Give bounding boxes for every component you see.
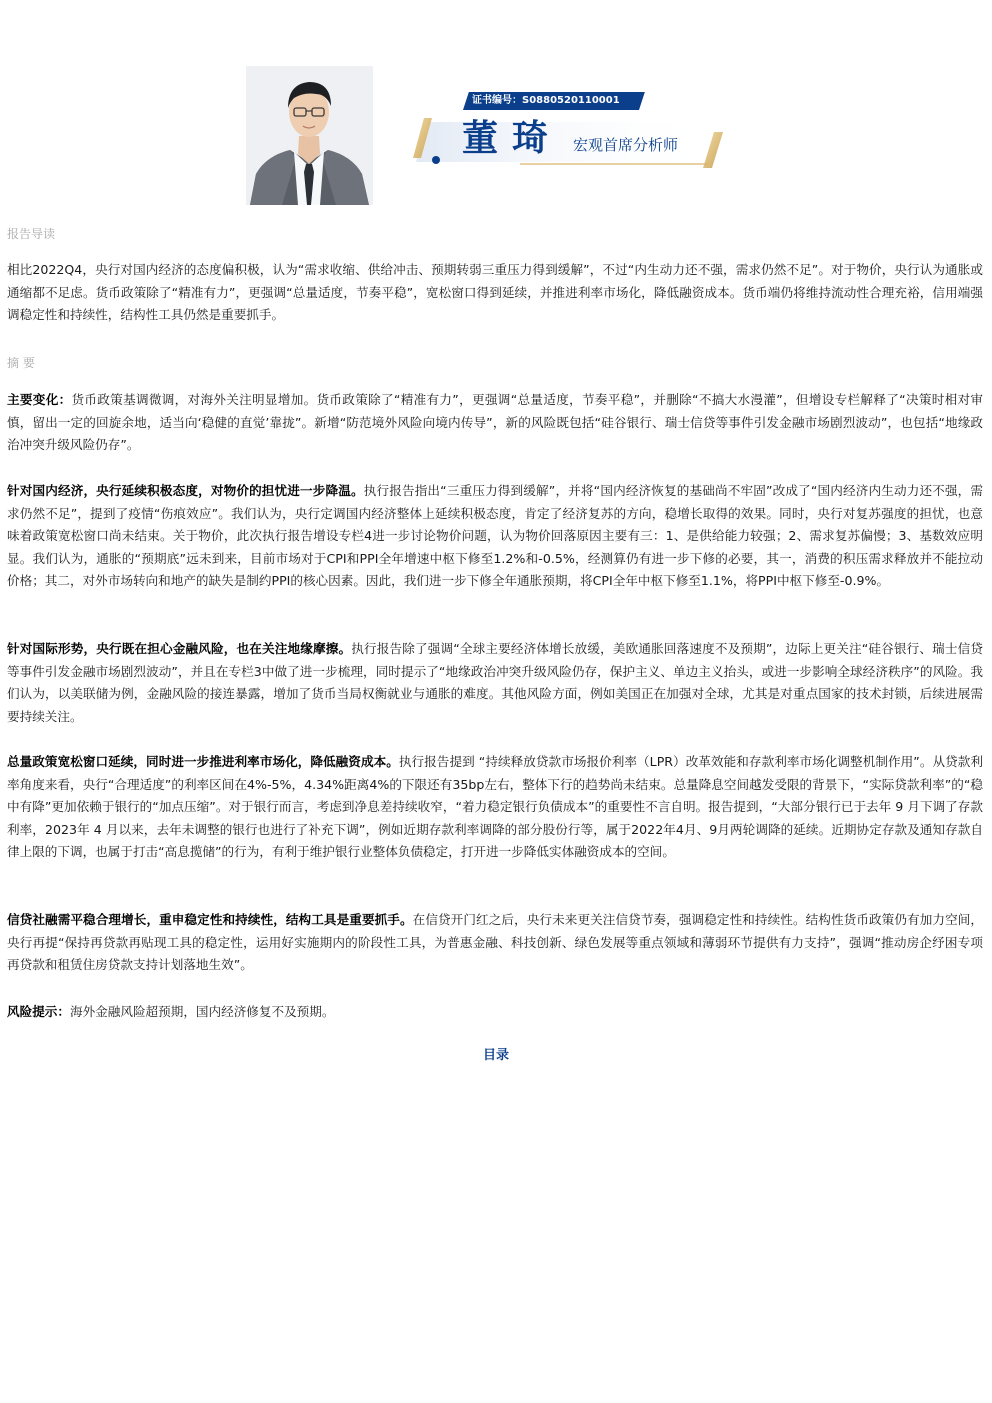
table-of-contents-link[interactable]: 目录 [482,1048,509,1063]
paragraph-body: 执行报告提到 “持续释放贷款市场报价利率（LPR）改革效能和存款利率市场化调整机制作用”。从贷款利率角度来看，央行“合理适度”的利率区间在4%-5%，4.34%距离4%的下限还有35bp左右，整体下行的趋势尚未结束。总量降息空间越发受限的背景下，“实际贷款利率”的“稳中有降”更加依赖于银行的“加点压缩”。对于银行而言，考虑到净息差持续收窄，“着力稳定银行负债成本”的重要性不言自明。报告提到，“大部分银行已于去年 9 月下调了存款利率，2023年 4 月以来，去年未调整的银行也进行了补充下调”，例如近期存款利率调降的部分股份行等，属于2022年4月、9月两轮调降的延续。近期协定存款及通知存款自律上限的下调，也属于打击“高息揽储”的行为，有利于维护银行业整体负债稳定，打开进一步降低实体融资成本的空间。 [7,754,983,860]
paragraph-lead: 主要变化： [7,392,72,407]
paragraph-body: 执行报告除了强调“全球主要经济体增长放缓，美欧通胀回落速度不及预期”，边际上更关注“硅谷银行、瑞士信贷等事件引发金融市场剧烈波动”，并且在专栏3中做了进一步梳理，同时提示了“地缘政治冲突升级风险仍存，保护主义、单边主义抬头，或进一步影响全球经济秩序”的风险。我们认为，以美联储为例，金融风险的接连暴露，增加了货币当局权衡就业与通胀的难度。其他风险方面，例如美国正在加强对全球，尤其是对重点国家的技术封锁，后续进展需要持续关注。 [7,641,983,724]
paragraph-body: 海外金融风险超预期，国内经济修复不及预期。 [69,1004,335,1019]
paragraph-body: 在信贷开门红之后，央行未来更关注信贷节奏，强调稳定性和持续性。结构性货币政策仍有加力空间，央行再提“保持再贷款再贴现工具的稳定性，运用好实施期内的阶段性工具，为普惠金融、科技创新、绿色发展等重点领域和薄弱环节提供有力支持”，强调“推动房企纾困专项再贷款和租赁住房贷款支持计划落地生效”。 [7,912,984,973]
analyst-title: 宏观首席分析师 [573,136,679,154]
paragraph-lead: 针对国际形势，央行既在担心金融风险，也在关注地缘摩擦。 [7,641,352,656]
name-card-frame [412,114,732,172]
summary-paragraph [7,389,983,457]
summary-paragraph [7,751,983,864]
analyst-header [0,0,992,215]
analyst-photo [246,66,373,205]
paragraph-lead: 信贷社融需平稳合理增长，重申稳定性和持续性，结构工具是重要抓手。 [7,912,413,927]
analyst-name: 董琦 [462,117,563,159]
paragraph-lead: 风险提示： [7,1004,70,1019]
summary-paragraph [7,1001,983,1024]
summary-paragraph [7,909,983,977]
intro-label: 报告导读 [7,227,56,241]
paragraph-lead: 针对国内经济，央行延续积极态度，对物价的担忧进一步降温。 [7,483,364,498]
summary-paragraph [7,480,983,593]
intro-text: 相比2022Q4，央行对国内经济的态度偏积极，认为“需求收缩、供给冲击、预期转弱三重压力得到缓解”，不过“内生动力还不强，需求仍然不足”。对于物价，央行认为通胀或通缩都不足虑。货币政策除了“精准有力”，更强调“总量适度，节奏平稳”，宽松窗口得到延续，并推进利率市场化，降低融资成本。货币端仍将维持流动性合理充裕，信用端强调稳定性和持续性，结构性工具仍然是重要抓手。 [7,262,983,323]
paragraph-body: 货币政策基调微调，对海外关注明显增加。货币政策除了“精准有力”，更强调“总量适度，节奏平稳”，并删除“不搞大水漫灌”，但增设专栏解释了“决策时相对审慎，留出一定的回旋余地，适当向‘稳健的直觉’靠拢”。新增“防范境外风险向境内传导”，新的风险既包括“硅谷银行、瑞士信贷等事件引发金融市场剧烈波动”，也包括“地缘政治冲突升级风险仍存”。 [7,392,984,453]
summary-label: 摘 要 [7,356,35,370]
certificate-number: 证书编号：S0880520110001 [472,95,620,106]
summary-paragraph [7,638,983,728]
paragraph-lead: 总量政策宽松窗口延续，同时进一步推进利率市场化，降低融资成本。 [7,754,399,769]
paragraph-body: 执行报告指出“三重压力得到缓解”，并将“国内经济恢复的基础尚不牢固”改成了“国内经济内生动力还不强，需求仍然不足”，提到了疫情“伤痕效应”。我们认为，央行定调国内经济整体上延续积极态度，肯定了经济复苏的方向，稳增长取得的效果。同时，央行对复苏强度的担忧，也意味着政策宽松窗口尚未结束。关于物价，此次执行报告增设专栏4进一步讨论物价问题，认为物价回落原因主要有三：1、是供给能力较强；2、需求复苏偏慢；3、基数效应明显。我们认为，通胀的“预期底”远未到来，目前市场对于CPI和PPI全年增速中枢下修至1.2%和-0.5%，经测算仍有进一步下修的必要，其一，消费的积压需求释放并不能拉动价格；其二，对外市场转向和地产的缺失是制约PPI的核心因素。因此，我们进一步下修全年通胀预期，将CPI全年中枢下修至1.1%，将PPI中枢下修至-0.9%。 [7,483,984,589]
